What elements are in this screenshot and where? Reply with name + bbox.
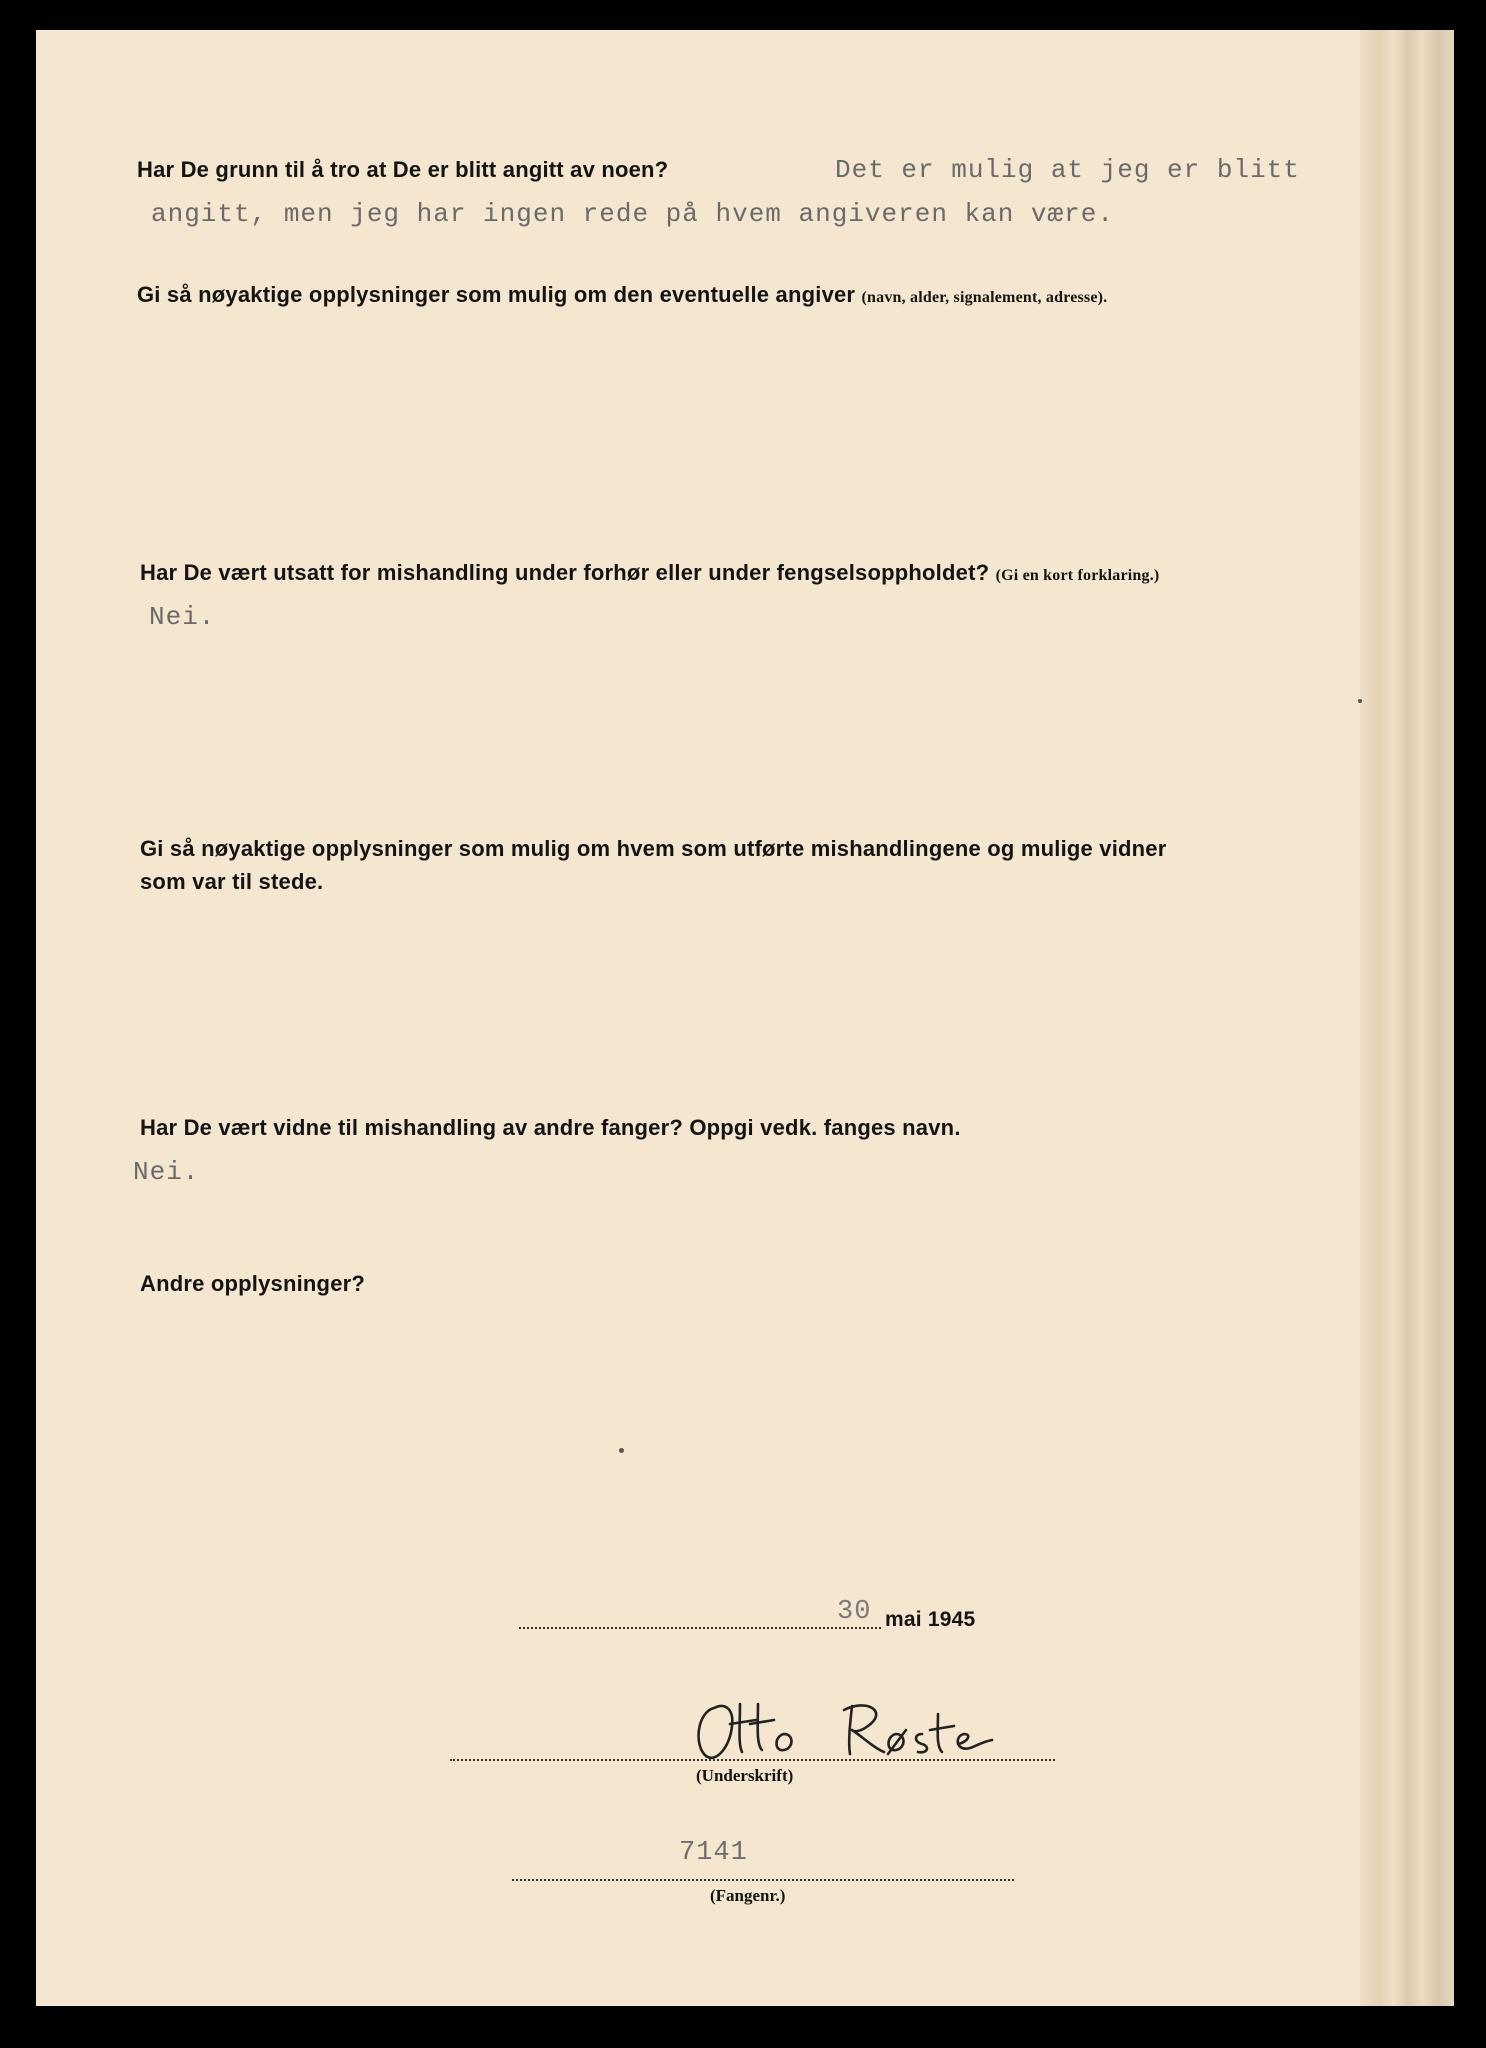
question-perpetrators-line1: Gi så nøyaktige opplysninger som mulig om hvem som utførte mishandlingene og mulige vidner (140, 836, 1167, 861)
answer-informer-line1: Det er mulig at jeg er blitt (835, 155, 1300, 185)
paper-speck (1358, 699, 1362, 703)
question-mistreatment (140, 560, 1159, 586)
page-edge (1360, 30, 1454, 2006)
question-informer-details (137, 282, 1107, 308)
answer-mistreatment: Nei. (149, 602, 216, 632)
question-informer: Har De grunn til å tro at De er blitt angitt av noen? (137, 157, 669, 182)
date-line (519, 1627, 881, 1629)
date-day: 30 (837, 1597, 872, 1627)
paper-speck (619, 1448, 624, 1453)
signature (692, 1690, 1012, 1775)
signature-label: (Underskrift) (696, 1766, 794, 1785)
question-perpetrators-line2: som var til stede. (140, 869, 324, 894)
answer-informer-line2: angitt, men jeg har ingen rede på hvem angiveren kan være. (151, 199, 1114, 229)
signature-line (450, 1759, 1055, 1761)
question-mistreatment-text: Har De vært utsatt for mishandling under forhør eller under fengselsoppholdet? (140, 560, 990, 585)
signature-graphic (692, 1690, 1012, 1770)
question-mistreatment-note: (Gi en kort forklaring.) (995, 567, 1160, 584)
answer-witness: Nei. (133, 1157, 200, 1187)
question-other-info: Andre opplysninger? (140, 1271, 366, 1296)
question-witness: Har De vært vidne til mishandling av andre fanger? Oppgi vedk. fanges navn. (140, 1115, 961, 1140)
prisoner-number-label: (Fangenr.) (710, 1886, 786, 1905)
prisoner-number: 7141 (679, 1838, 748, 1868)
prisoner-number-line (512, 1879, 1014, 1881)
date-month-year: mai 1945 (885, 1608, 976, 1631)
question-informer-details-note: (navn, alder, signalement, adresse). (861, 289, 1108, 306)
question-informer-details-text: Gi så nøyaktige opplysninger som mulig om den eventuelle angiver (137, 282, 856, 307)
